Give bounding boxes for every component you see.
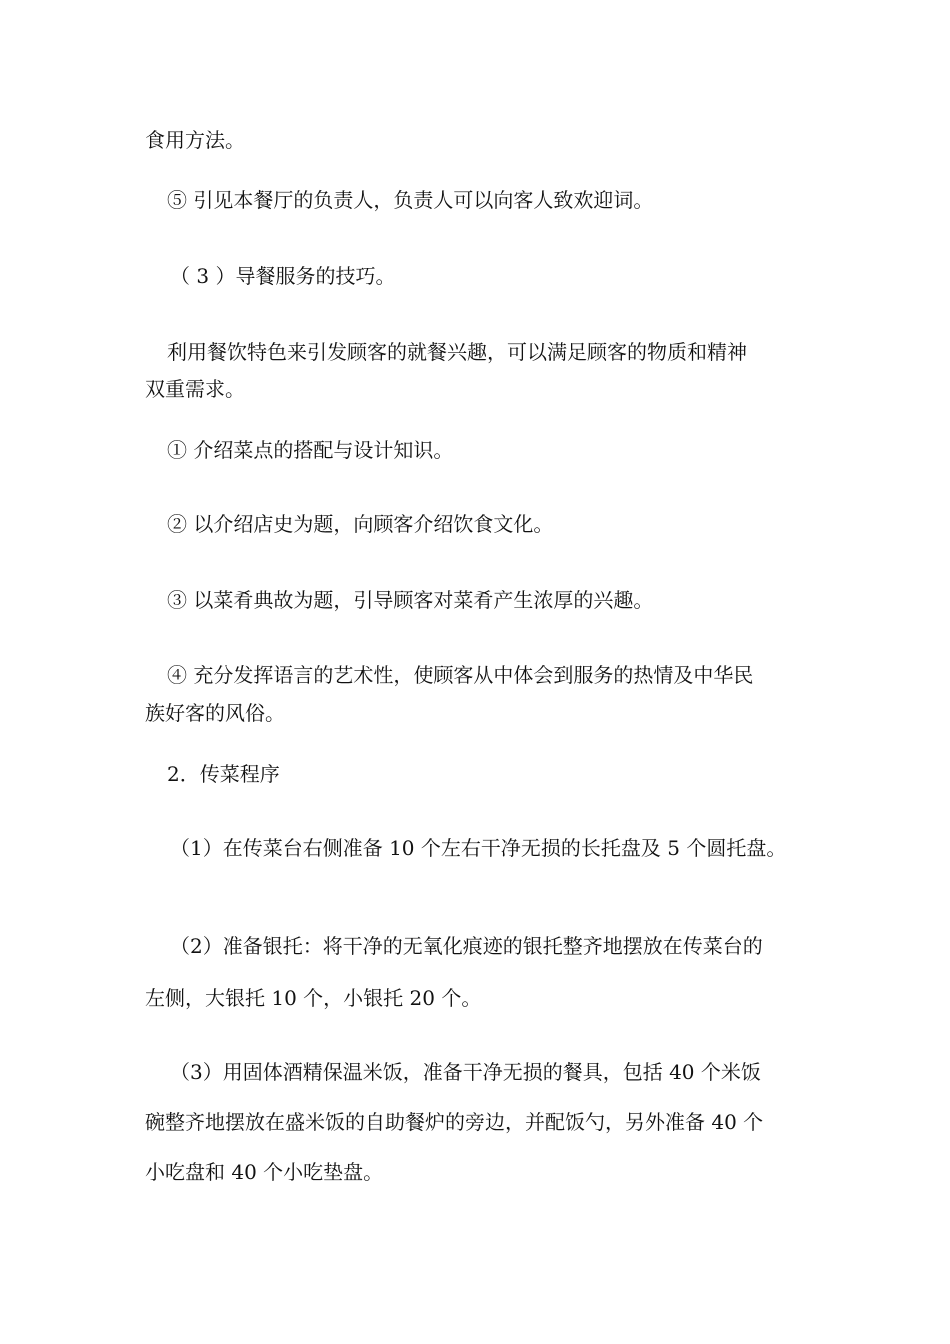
- section-heading-2: 2．传菜程序: [167, 762, 280, 786]
- paragraph-line: 左侧，大银托 10 个，小银托 20 个。: [145, 986, 482, 1010]
- procedure-step-3: （3）用固体酒精保温米饭，准备干净无损的餐具，包括 40 个米饭: [170, 1060, 761, 1084]
- procedure-step-1: （1）在传菜台右侧准备 10 个左右干净无损的长托盘及 5 个圆托盘。: [170, 836, 787, 860]
- paragraph-line: 食用方法。: [145, 128, 245, 152]
- list-item-4: ④ 充分发挥语言的艺术性，使顾客从中体会到服务的热情及中华民: [167, 663, 754, 687]
- paragraph-line: 双重需求。: [145, 377, 245, 401]
- paragraph-line: 利用餐饮特色来引发顾客的就餐兴趣，可以满足顾客的物质和精神: [167, 340, 747, 364]
- paragraph-line: 碗整齐地摆放在盛米饭的自助餐炉的旁边，并配饭勺，另外准备 40 个: [145, 1110, 764, 1134]
- list-item-3: ③ 以菜肴典故为题，引导顾客对菜肴产生浓厚的兴趣。: [167, 588, 654, 612]
- procedure-step-2: （2）准备银托：将干净的无氧化痕迹的银托整齐地摆放在传菜台的: [170, 934, 763, 958]
- paragraph-line: 小吃盘和 40 个小吃垫盘。: [145, 1160, 384, 1184]
- list-item-5: ⑤ 引见本餐厅的负责人，负责人可以向客人致欢迎词。: [167, 188, 654, 212]
- section-heading-3: （ 3 ）导餐服务的技巧。: [170, 264, 396, 288]
- paragraph-line: 族好客的风俗。: [145, 701, 285, 725]
- list-item-1: ① 介绍菜点的搭配与设计知识。: [167, 438, 454, 462]
- list-item-2: ② 以介绍店史为题，向顾客介绍饮食文化。: [167, 512, 554, 536]
